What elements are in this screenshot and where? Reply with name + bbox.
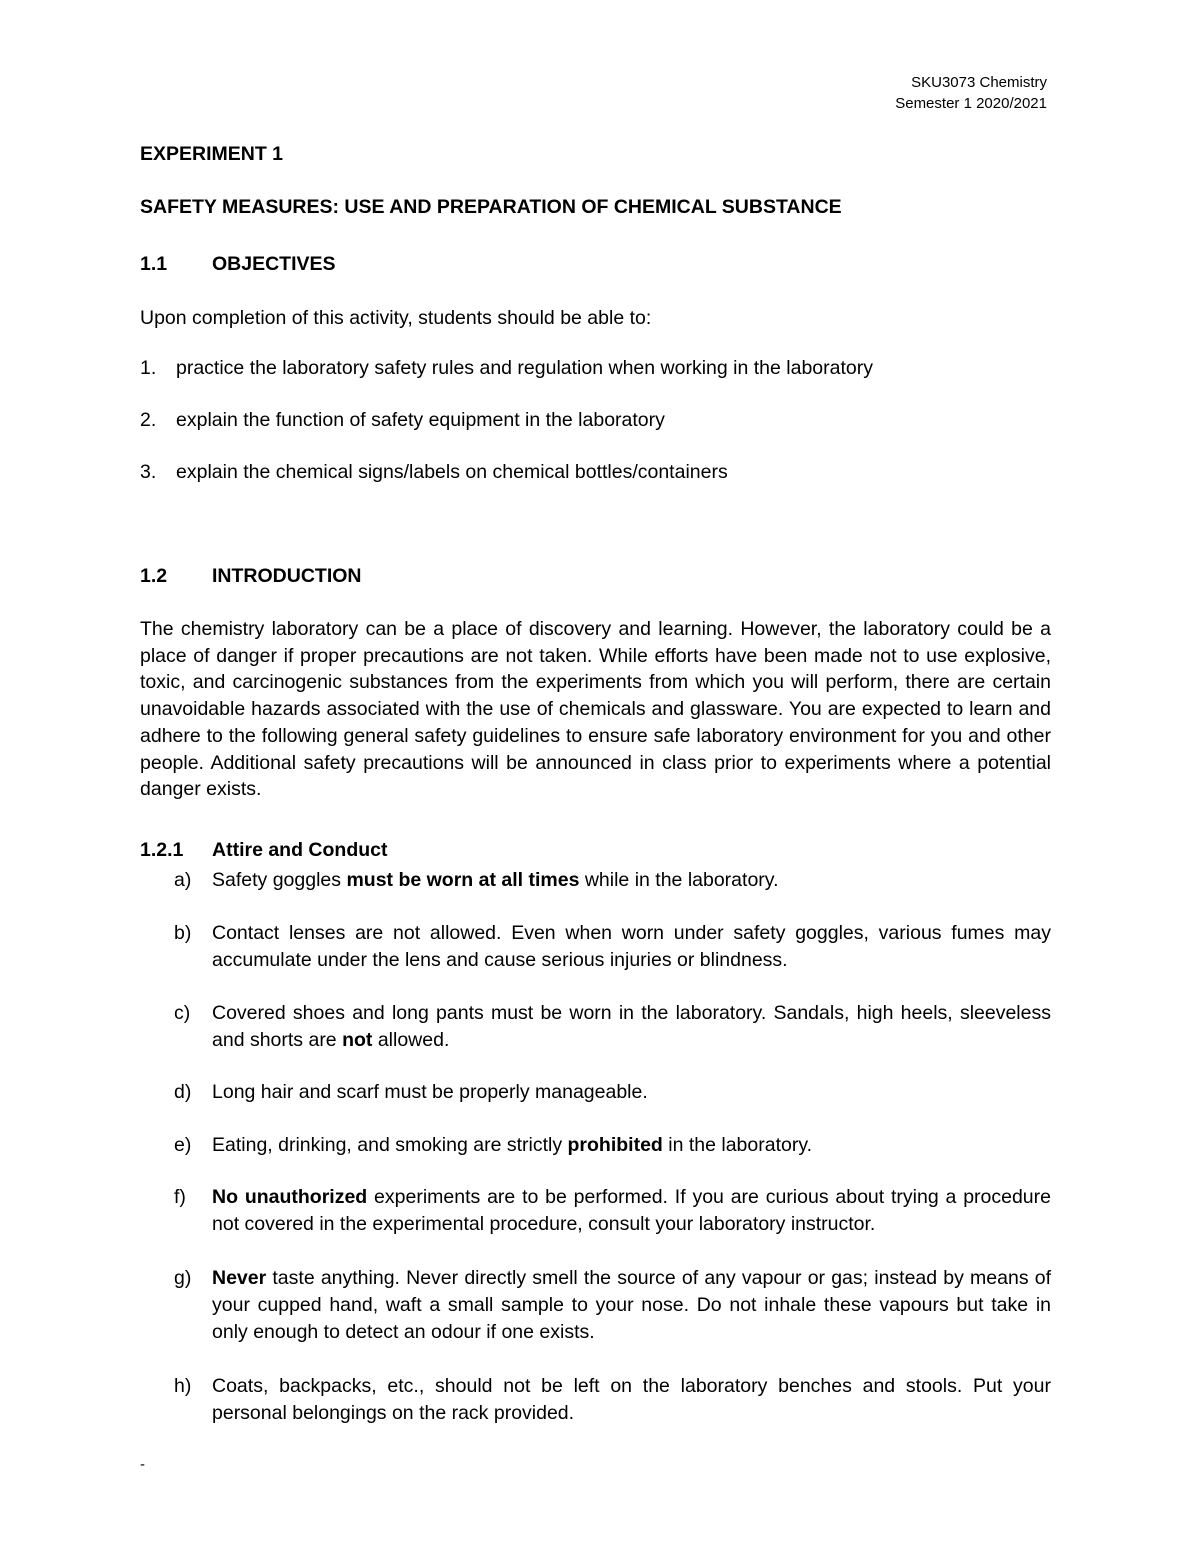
rule-text-plain: allowed. [372, 1029, 450, 1051]
rule-letter: a) [174, 869, 192, 891]
rule-text-plain: Covered shoes and long pants must be worn in the laboratory. Sandals, high heels, sleeveless and shorts are [212, 1002, 1051, 1051]
rule-e [140, 1132, 1051, 1159]
rule-letter: c) [174, 1002, 191, 1024]
objective-number: 2. [140, 409, 157, 431]
rule-text-plain: while in the laboratory. [579, 869, 779, 891]
objective-number: 3. [140, 461, 157, 483]
introduction-title: INTRODUCTION [212, 565, 362, 587]
objective-text: explain the function of safety equipment in the laboratory [176, 409, 665, 431]
rule-a [140, 867, 1051, 894]
rule-h [140, 1373, 1051, 1427]
rule-text [212, 1184, 1051, 1238]
rule-text-plain: Eating, drinking, and smoking are strictly [212, 1134, 568, 1156]
introduction-heading [140, 565, 362, 588]
rule-letter: d) [174, 1081, 192, 1103]
rule-text-bold: not [342, 1029, 373, 1051]
rule-c [140, 1000, 1051, 1054]
rule-text-plain: experiments are to be performed. If you are curious about trying a procedure not covered in the experimental procedure, consult your laboratory instructor. [212, 1186, 1051, 1235]
objectives-intro: Upon completion of this activity, students should be able to: [140, 307, 652, 329]
rule-letter: h) [174, 1375, 192, 1397]
rule-text-bold: must be worn at all times [346, 869, 580, 891]
objective-item [140, 409, 665, 432]
rule-text-bold: Never [212, 1267, 267, 1289]
objective-item [140, 357, 873, 380]
attire-heading [140, 839, 388, 862]
main-title: SAFETY MEASURES: USE AND PREPARATION OF CHEMICAL SUBSTANCE [140, 196, 842, 218]
objectives-number: 1.1 [140, 253, 168, 275]
rule-g [140, 1265, 1051, 1346]
rule-text-bold: No unauthorized [212, 1186, 368, 1208]
objectives-title: OBJECTIVES [212, 253, 336, 275]
footer-mark: - [140, 1456, 145, 1473]
rule-text [212, 1000, 1051, 1054]
rule-letter: b) [174, 922, 192, 944]
objectives-heading [140, 253, 336, 276]
rule-text: Coats, backpacks, etc., should not be left on the laboratory benches and stools. Put your personal belongings on the rack provided. [212, 1375, 1051, 1424]
rule-text: Contact lenses are not allowed. Even when worn under safety goggles, various fumes may accumulate under the lens and cause serious injuries or blindness. [212, 922, 1051, 971]
rule-text [212, 1265, 1051, 1346]
semester-label: Semester 1 2020/2021 [895, 95, 1047, 112]
rule-letter: f) [174, 1186, 186, 1208]
introduction-paragraph: The chemistry laboratory can be a place of discovery and learning. However, the laboratory could be a place of danger if proper precautions are not taken. While efforts have been made not to use explosive, toxic, and carcinogenic substances from the experiments from which you will perform, there are certain unavoidable hazards associated with the use of chemicals and glassware. You are expected to learn and adhere to the following general safety guidelines to ensure safe laboratory environment for you and other people. Additional safety precautions will be announced in class prior to experiments where a potential danger exists. [140, 618, 1051, 801]
objective-text: explain the chemical signs/labels on chemical bottles/containers [176, 461, 728, 483]
attire-number: 1.2.1 [140, 839, 184, 861]
rule-text: Long hair and scarf must be properly manageable. [212, 1081, 648, 1103]
rule-text [212, 867, 1051, 894]
objective-number: 1. [140, 357, 157, 379]
rule-text-plain: taste anything. Never directly smell the source of any vapour or gas; instead by means of your cupped hand, waft a small sample to your nose. Do not inhale these vapours but take in only enough to detect an odour if one exists. [212, 1267, 1051, 1343]
introduction-number: 1.2 [140, 565, 168, 587]
rule-f [140, 1184, 1051, 1238]
course-code: SKU3073 Chemistry [911, 74, 1047, 91]
rule-d [140, 1079, 1051, 1106]
rule-text [212, 1132, 1051, 1159]
objective-text: practice the laboratory safety rules and regulation when working in the laboratory [176, 357, 873, 379]
rule-letter: e) [174, 1134, 192, 1156]
objective-item [140, 461, 728, 484]
rule-text-plain: in the laboratory. [662, 1134, 813, 1156]
attire-title: Attire and Conduct [212, 839, 388, 861]
rule-b [140, 920, 1051, 974]
rule-text-bold: prohibited [567, 1134, 663, 1156]
rule-letter: g) [174, 1267, 192, 1289]
page-header [895, 72, 1047, 114]
experiment-title: EXPERIMENT 1 [140, 143, 284, 165]
rule-text-plain: Safety goggles [212, 869, 347, 891]
